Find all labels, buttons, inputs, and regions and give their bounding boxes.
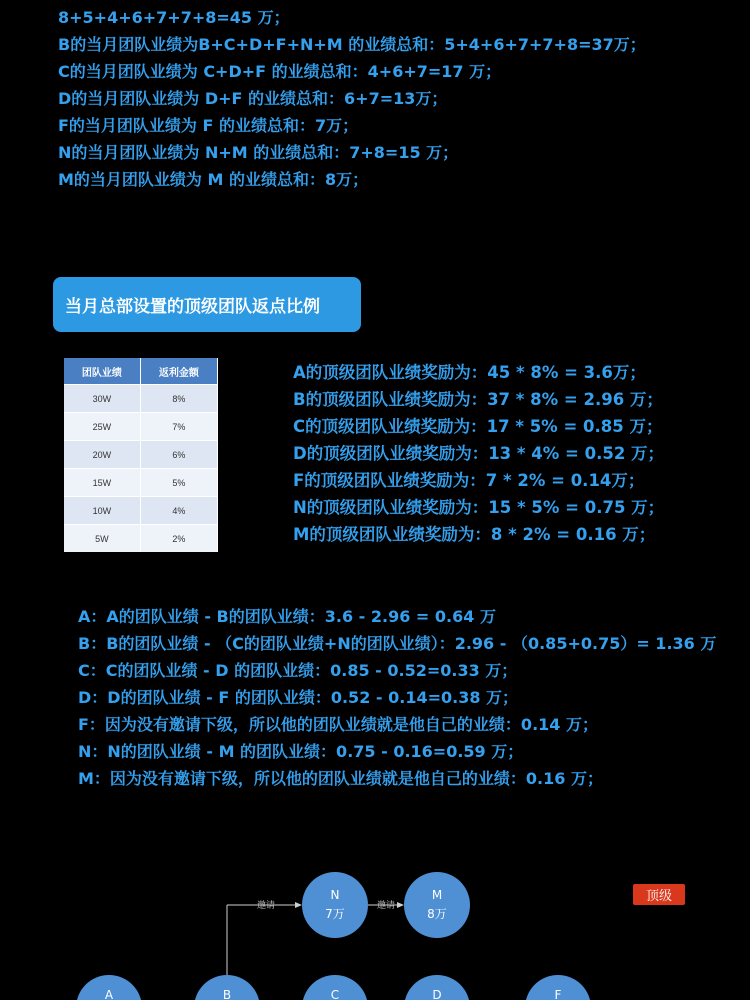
node-b-name: B	[222, 988, 232, 1000]
invite-label: 邀请	[376, 901, 396, 911]
table-cell: 4%	[140, 497, 217, 525]
table-cell: 30W	[64, 385, 140, 413]
list-item: C：C的团队业绩 - D 的团队业绩：0.85 - 0.52=0.33 万；	[78, 661, 518, 680]
list-item: C的当月团队业绩为 C+D+F 的业绩总和：4+6+7=17 万；	[58, 62, 502, 81]
table-row	[64, 469, 218, 497]
table-cell: 8%	[140, 385, 217, 413]
list-item: B的当月团队业绩为B+C+D+F+N+M 的业绩总和：5+4+6+7+7+8=37万；	[58, 35, 646, 54]
table-cell: 6%	[140, 441, 217, 469]
node-n-amount: 7万	[325, 907, 345, 921]
list-item: A的顶级团队业绩奖励为：45 * 8% = 3.6万；	[293, 363, 646, 382]
node-f-name: F	[554, 988, 562, 1000]
node-m-name: M	[431, 888, 443, 902]
list-item: D：D的团队业绩 - F 的团队业绩：0.52 - 0.14=0.38 万；	[78, 688, 519, 707]
org-diagram	[0, 860, 750, 1000]
arrow-head-icon	[397, 902, 404, 908]
table-cell: 5W	[64, 525, 140, 553]
node-c-name: C	[330, 988, 340, 1000]
list-item: F的当月团队业绩为 F 的业绩总和：7万；	[58, 116, 359, 135]
node-m-amount: 8万	[427, 907, 447, 921]
table-row	[64, 441, 218, 469]
list-item: D的顶级团队业绩奖励为：13 * 4% = 0.52 万；	[293, 444, 665, 463]
list-item: A：A的团队业绩 - B的团队业绩：3.6 - 2.96 = 0.64 万	[78, 607, 496, 626]
table-cell: 20W	[64, 441, 140, 469]
arrow-head-icon	[295, 902, 302, 908]
table-header-row	[64, 358, 218, 385]
list-item: F：因为没有邀请下级，所以他的团队业绩就是他自己的业绩：0.14 万；	[78, 715, 598, 734]
table-row	[64, 413, 218, 441]
team-performance-list	[58, 4, 646, 193]
list-item: D的当月团队业绩为 D+F 的业绩总和：6+7=13万；	[58, 89, 448, 108]
node-a-name: A	[104, 988, 114, 1000]
table-row	[64, 525, 218, 553]
list-item: M的当月团队业绩为 M 的业绩总和：8万；	[58, 170, 369, 189]
node-n	[302, 872, 368, 938]
list-item: C的顶级团队业绩奖励为：17 * 5% = 0.85 万；	[293, 417, 663, 436]
list-item: N的当月团队业绩为 N+M 的业绩总和：7+8=15 万；	[58, 143, 459, 162]
column-header-team-performance: 团队业绩	[64, 358, 140, 385]
table-row	[64, 497, 218, 525]
list-item: N的顶级团队业绩奖励为：15 * 5% = 0.75 万；	[293, 498, 665, 517]
list-item: M的顶级团队业绩奖励为：8 * 2% = 0.16 万；	[293, 525, 656, 544]
section-title: 当月总部设置的顶级团队返点比例	[53, 277, 361, 332]
rebate-list	[293, 359, 664, 548]
top-level-badge: 顶级	[633, 884, 685, 905]
invite-label: 邀请	[256, 901, 276, 911]
node-m	[404, 872, 470, 938]
table-cell: 7%	[140, 413, 217, 441]
list-item: N：N的团队业绩 - M 的团队业绩：0.75 - 0.16=0.59 万；	[78, 742, 524, 761]
list-item: 8+5+4+6+7+7+8=45 万；	[58, 8, 290, 27]
list-item: B的顶级团队业绩奖励为：37 * 8% = 2.96 万；	[293, 390, 663, 409]
table-cell: 10W	[64, 497, 140, 525]
list-item: F的顶级团队业绩奖励为：7 * 2% = 0.14万；	[293, 471, 645, 490]
list-item: M：因为没有邀请下级，所以他的团队业绩就是他自己的业绩：0.16 万；	[78, 769, 603, 788]
table-cell: 5%	[140, 469, 217, 497]
table-cell: 25W	[64, 413, 140, 441]
difference-list	[78, 603, 728, 792]
list-item: B：B的团队业绩 - （C的团队业绩+N的团队业绩）：2.96 - （0.85+0.75）= 1.36 万	[78, 634, 717, 653]
node-n-name: N	[330, 888, 340, 902]
table-cell: 2%	[140, 525, 217, 553]
node-d-name: D	[432, 988, 442, 1000]
table-row	[64, 385, 218, 413]
rebate-rate-table	[64, 358, 218, 552]
column-header-rebate-amount: 返利金额	[140, 358, 217, 385]
table-cell: 15W	[64, 469, 140, 497]
